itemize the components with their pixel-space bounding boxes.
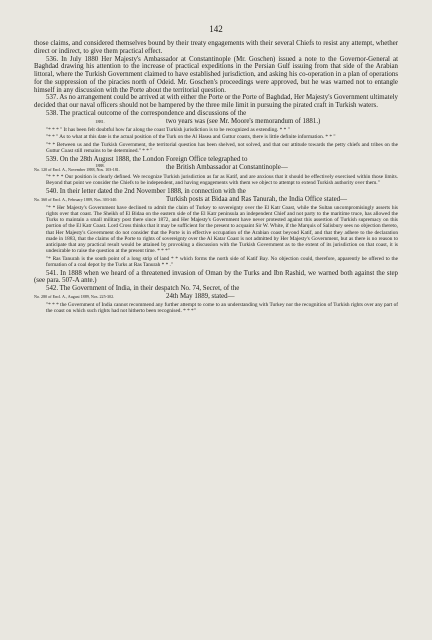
- paragraph-542-continuation: [34, 293, 398, 301]
- paragraph-542-text: 24th May 1889, stated—: [166, 292, 235, 300]
- paragraph-536: 536. In July 1880 Her Majesty's Ambassador at Constantinople (Mr. Goschen) issued a note to the Governor-General at Baghdad drawing his attention to the increase of practical expeditions in the Persian Gulf issuing from that side of the Arabian littoral, where the Turkish Government claimed to have established jurisdiction, and asking his co-operation in a plan of operations for the suppression of the piracies north of Odeid. Mr. Goschen's proceedings were approved, but he was warned not to entangle himself in any discussion with the Porte about the territorial question.: [34, 55, 398, 94]
- paragraph-539-continuation: [34, 164, 398, 173]
- quote-542: "* * * the Government of India cannot recommend any further attempt to come to an understanding with Turkey nor the recognition of Turkish rights over any part of the coast on which such rights had not hitherto been recognised. * * *": [46, 302, 398, 315]
- margin-note-539: [34, 164, 166, 173]
- quote-538-c: "* * Between us and the Turkish Government, the territorial question has been shelved, not solved, and that our attitude towards the petty chiefs and tribes on the Guttur Coast still remains to be determined." * * ": [46, 142, 398, 155]
- paragraph-opening: those claims, and considered themselves bound by their treaty engagements with their several Chiefs to resist any attempt, whether direct or indirect, to give them practical effect.: [34, 40, 398, 55]
- quote-538-a: "* * * " It has been felt doubtful how far along the coast Turkish jurisdiction is to be recognized as extending. * * ": [46, 126, 290, 133]
- paragraph-538-continuation: [34, 118, 398, 126]
- paragraph-541: 541. In 1888 when we heard of a threatened invasion of Oman by the Turks and Ibn Rashid, we warned both against the step (see para. 507-A ante.): [34, 269, 398, 285]
- paragraph-540: 540. In their letter dated the 2nd November 1888, in connection with the: [46, 187, 246, 195]
- quote-538-b: "* * " As to what at this date is the actual position of the Turk on the Al Hasea and Guttur coasts, there is little definite information. * * ": [46, 134, 336, 141]
- margin-note-542: No. 280 of Encl. A., August 1889, Nos. 225-302.: [34, 293, 115, 299]
- paragraph-539: 539. On the 28th August 1888, the London Foreign Office telegraphed to: [46, 155, 248, 163]
- margin-note-539-year: 1888.: [95, 163, 105, 168]
- paragraph-538-text: two years was (see Mr. Moore's memorandum of 1881.): [166, 117, 321, 125]
- margin-note-539-ref: No. 120 of Encl. A., November 1888, Nos. 103-181.: [34, 167, 120, 173]
- margin-note-540: No. 360 of Encl. A., February 1889, Nos. 303-340.: [34, 196, 118, 202]
- paragraph-539-text: the British Ambassador at Constantinople—: [166, 163, 288, 171]
- paragraph-542: 542. The Government of India, in their despatch No. 74, Secret, of the: [46, 285, 240, 292]
- margin-note-538: 1881.: [95, 118, 105, 124]
- quote-540-b: "* Ras Tanurah is the south point of a long strip of land * * which forms the north side of Katif Bay. No objection could, therefore, apparently be offered to the formation of a coal depot by the Turks at Ras Tanurah * * .": [46, 255, 398, 268]
- paragraph-538: 538. The practical outcome of the correspondence and discussions of the: [46, 109, 247, 117]
- quote-540-a: "* * Her Majesty's Government have declined to admit the claim of Turkey to sovereignty over the El Katr Coast, while the Sultan uncompromisingly asserts his rights over that coast. The Sheikh of El Bidaa on the eastern side of the El Katr peninsula an independent Chief and not party to the maritime truce, has allowed the Turks to maintain a small military post there since 1872, and Her Majesty's Government have never protested against this assertion of Turkish supremacy on this portion of the El Katr Coast. Lord Cross thinks that it may be sufficient for the present to acquaint Sir W. White, if the Marquis of Salisbury sees no objection thereto, that Her Majesty's Government do not consider that the Porte is in effective occupation of the Arabian coast beyond Katif, and that they adhere to the declaration made in 1883, that the claims of the Porte to rights of sovereignty over the Al Katar Coast is not admitted by Her Majesty's Government, but as there is no reason to anticipate that any practical result would be attained by provoking a discussion with the Turkish Government as to the extent of its jurisdiction on that coast, it is undesirable to raise the question at the present time. * * *": [46, 204, 398, 255]
- paragraph-540-continuation: [34, 196, 398, 204]
- paragraph-537: 537. As no arrangement could be arrived at with either the Porte or the Porte of Baghdad, Her Majesty's Government ultimately decided that our naval officers should not be hampered by the three mile limit in pursuing the pirated craft in Turkish waters.: [34, 94, 398, 109]
- paragraph-540-text: Turkish posts at Bidaa and Ras Tanurah, the India Office stated—: [166, 195, 348, 203]
- page-number: 142: [209, 24, 223, 34]
- quote-539: "* * * * Our position is clearly defined. We recognize Turkish jurisdiction as far as Katif, and are anxious that it should be effectively exercised within those limits. Beyond that point we consider the Chiefs to be independent, and having engagements with them we object to attempt to extend Turkish authority over them.": [46, 174, 398, 187]
